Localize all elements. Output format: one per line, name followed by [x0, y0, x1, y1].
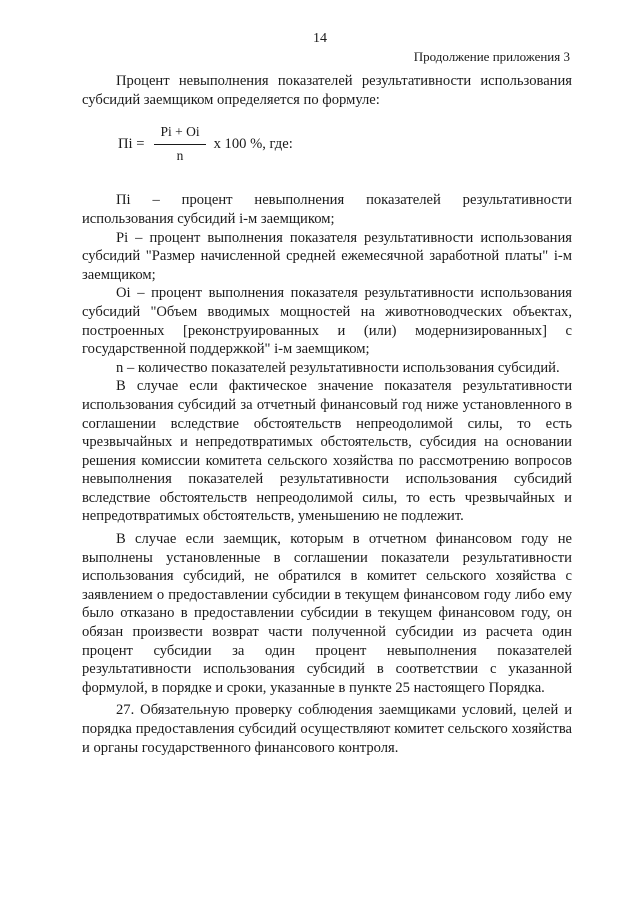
page-number: 14 — [313, 31, 327, 46]
formula — [118, 123, 572, 165]
document-body — [82, 72, 572, 757]
definition-pi: Пi – процент невыполнения показателей результативности использования субсидий i-м заемщиком; — [82, 192, 572, 227]
formula-intro: Процент невыполнения показателей результативности использования субсидий заемщиком определяется по формуле: — [82, 73, 572, 108]
definition-n: n – количество показателей результативности использования субсидий. — [116, 359, 560, 376]
formula-fraction — [154, 123, 205, 165]
formula-rest: x 100 %, где: — [213, 135, 293, 152]
formula-denominator: n — [176, 147, 184, 163]
definition-oi: Oi – процент выполнения показателя результативности использования субсидий "Объем вводимых мощностей на животноводческих объектах, построенных [реконструированных и (или) модернизированных] с государственной поддержкой" i-м заемщиком; — [82, 285, 572, 358]
paragraph-27-control: 27. Обязательную проверку соблюдения заемщиками условий, целей и порядка предоставления субсидий осуществляют комитет сельского хозяйства и органы государственного финансового контроля. — [82, 702, 572, 756]
formula-numerator: Pi + Oi — [154, 123, 205, 145]
definition-ri: Pi – процент выполнения показателя результативности использования субсидий "Размер начисленной средней ежемесячной заработной платы" i-м заемщиком; — [82, 229, 572, 283]
paragraph-force-majeure: В случае если фактическое значение показателя результативности использования субсидий за отчетный финансовый год ниже установленного в соглашении вследствие обстоятельств непреодолимой силы, то есть чрезвычайных и непредотвратимых обстоятельств, субсидия на основании решения комиссии комитета сельского хозяйства по рассмотрению вопросов невыполнения показателей результативности использования субсидий вследствие обстоятельств непреодолимой силы, то есть чрезвычайных и непредотвратимых обстоятельств, уменьшению не подлежит. — [82, 378, 572, 525]
paragraph-refund: В случае если заемщик, которым в отчетном финансовом году не выполнены установленные в соглашении показатели результативности использования субсидий, не обратился в комитет сельского хозяйства с заявлением о предоставлении субсидии в текущем финансовом году либо ему было отказано в предоставлении субсидии в текущем финансовом году, он обязан произвести возврат части полученной субсидии из расчета один процент субсидии за один процент невыполнения показателей результативности использования субсидий в соответствии с указанной формулой, в порядке и сроки, указанные в пункте 25 настоящего Порядка. — [82, 531, 572, 696]
appendix-note: Продолжение приложения 3 — [413, 49, 570, 64]
formula-lhs: Пi = — [118, 135, 145, 152]
